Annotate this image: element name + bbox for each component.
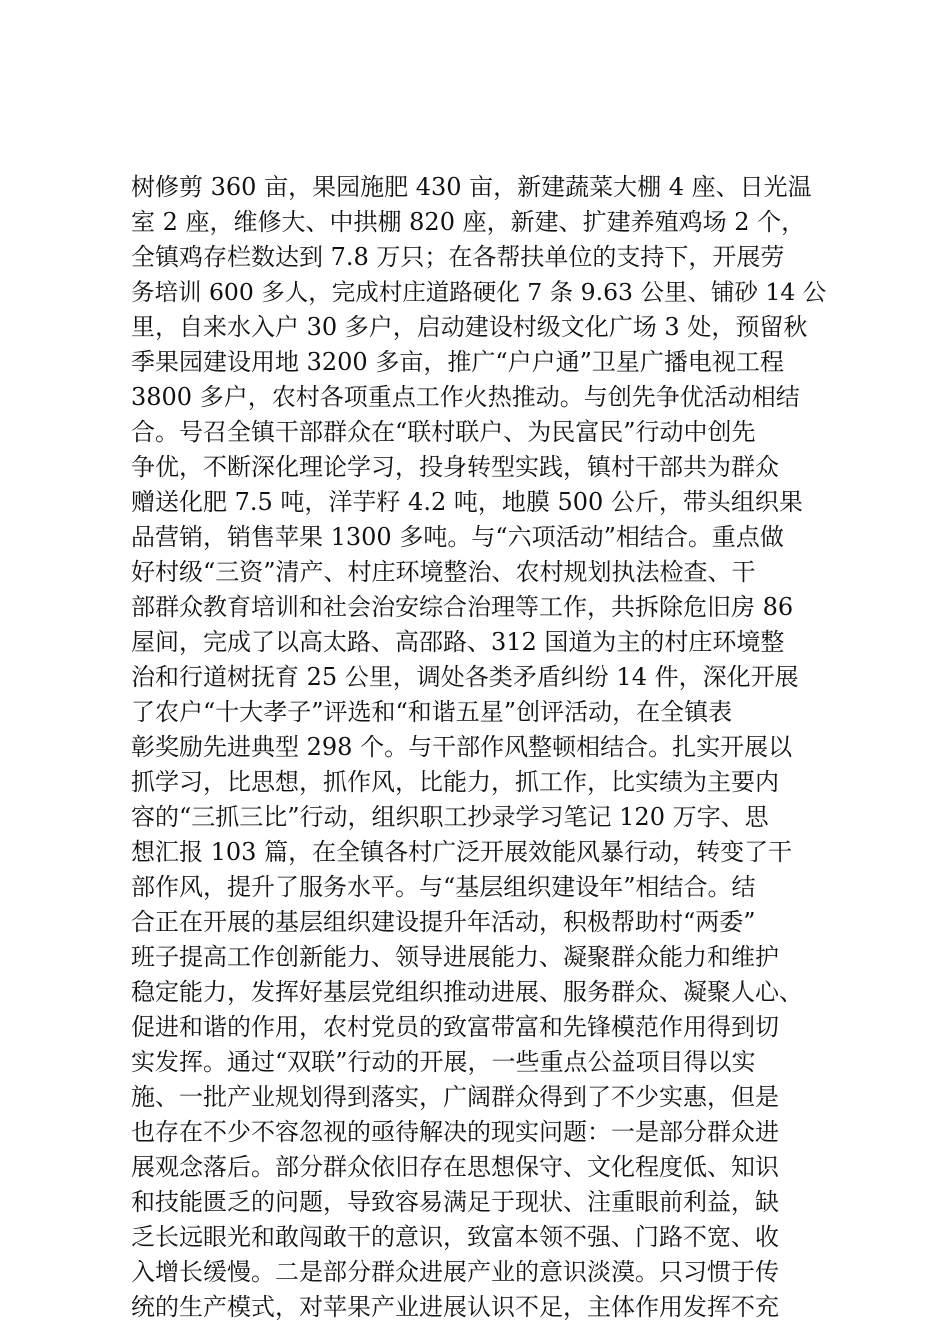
text-line: 促进和谐的作用，农村党员的致富带富和先锋模范作用得到切 [131, 1013, 779, 1041]
text-line: 季果园建设用地 3200 多亩，推广“户户通”卫星广播电视工程 [131, 348, 784, 376]
text-line: 统的生产模式，对苹果产业进展认识不足，主体作用发挥不充 [131, 1293, 779, 1321]
text-line: 班子提高工作创新能力、领导进展能力、凝聚群众能力和维护 [131, 943, 779, 971]
text-line: 彰奖励先进典型 298 个。与干部作风整顿相结合。扎实开展以 [131, 733, 793, 761]
text-line: 3800 多户，农村各项重点工作火热推动。与创先争优活动相结 [131, 383, 800, 411]
text-line: 屋间，完成了以高太路、高邵路、312 国道为主的村庄环境整 [131, 628, 785, 656]
text-line: 争优，不断深化理论学习，投身转型实践，镇村干部共为群众 [131, 453, 779, 481]
text-line: 了农户“十大孝子”评选和“和谐五星”创评活动，在全镇表 [131, 698, 733, 726]
text-line: 治和行道树抚育 25 公里，调处各类矛盾纠纷 14 件，深化开展 [131, 663, 799, 691]
text-line: 乏长远眼光和敢闯敢干的意识，致富本领不强、门路不宽、收 [131, 1223, 779, 1251]
text-line: 施、一批产业规划得到落实，广阔群众得到了不少实惠，但是 [131, 1083, 779, 1111]
text-line: 全镇鸡存栏数达到 7.8 万只；在各帮扶单位的支持下，开展劳 [131, 243, 785, 271]
text-line: 务培训 600 多人，完成村庄道路硬化 7 条 9.63 公里、铺砂 14 公 [131, 278, 827, 306]
body-paragraph [131, 170, 831, 1325]
text-line: 想汇报 103 篇，在全镇各村广泛开展效能风暴行动，转变了干 [131, 838, 793, 866]
text-line: 抓学习，比思想，抓作风，比能力，抓工作，比实绩为主要内 [131, 768, 779, 796]
text-line: 入增长缓慢。二是部分群众进展产业的意识淡漠。只习惯于传 [131, 1258, 779, 1286]
text-line: 部群众教育培训和社会治安综合治理等工作，共拆除危旧房 86 [131, 593, 794, 621]
text-line: 合。号召全镇干部群众在“联村联户、为民富民”行动中创先 [131, 418, 756, 446]
text-line: 品营销，销售苹果 1300 多吨。与“六项活动”相结合。重点做 [131, 523, 784, 551]
text-line: 里，自来水入户 30 多户，启动建设村级文化广场 3 处，预留秋 [131, 313, 808, 341]
text-line: 树修剪 360 亩，果园施肥 430 亩，新建蔬菜大棚 4 座、日光温 [131, 173, 812, 201]
text-line: 容的“三抓三比”行动，组织职工抄录学习笔记 120 万字、思 [131, 803, 769, 831]
text-line: 合正在开展的基层组织建设提升年活动，积极帮助村“两委” [131, 908, 756, 936]
text-line: 室 2 座，维修大、中拱棚 820 座，新建、扩建养殖鸡场 2 个， [131, 208, 806, 236]
text-line: 好村级“三资”清产、村庄环境整治、农村规划执法检查、干 [131, 558, 756, 586]
text-line: 部作风，提升了服务水平。与“基层组织建设年”相结合。结 [131, 873, 756, 901]
text-line: 展观念落后。部分群众依旧存在思想保守、文化程度低、知识 [131, 1153, 779, 1181]
text-line: 也存在不少不容忽视的亟待解决的现实问题：一是部分群众进 [131, 1118, 779, 1146]
text-line: 实发挥。通过“双联”行动的开展，一些重点公益项目得以实 [131, 1048, 756, 1076]
text-line: 稳定能力，发挥好基层党组织推动进展、服务群众、凝聚人心、 [131, 978, 803, 1006]
text-line: 和技能匮乏的问题，导致容易满足于现状、注重眼前利益，缺 [131, 1188, 779, 1216]
text-line: 赠送化肥 7.5 吨，洋芋籽 4.2 吨，地膜 500 公斤，带头组织果 [131, 488, 803, 516]
